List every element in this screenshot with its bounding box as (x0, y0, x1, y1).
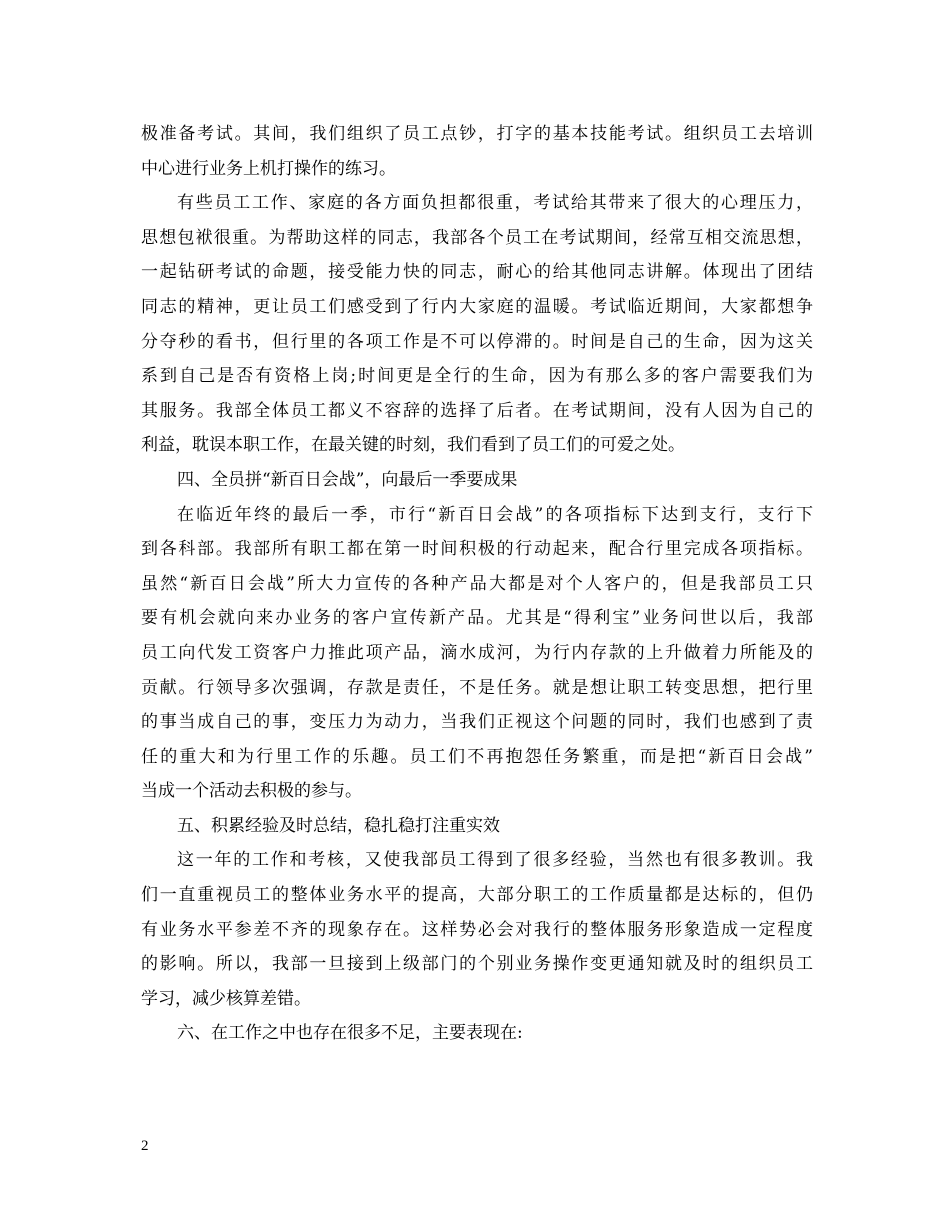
text-line: 的影响。所以，我部一旦接到上级部门的个别业务操作变更通知就及时的组织员工 (141, 954, 813, 975)
text-line: 极准备考试。其间，我们组织了员工点钞，打字的基本技能考试。组织员工去培训 (141, 124, 813, 144)
text-line: 中心进行业务上机打操作的练习。 (141, 158, 396, 179)
text-line: 贡献。行领导多次强调，存款是责任，不是任务。就是想让职工转变思想，把行里 (141, 677, 813, 698)
text-line: 六、在工作之中也存在很多不足，主要表现在: (177, 1023, 523, 1044)
text-line: 思想包袱很重。为帮助这样的同志，我部各个员工在考试期间，经常互相交流思想， (141, 227, 813, 248)
text-line: 在临近年终的最后一季，市行“新百日会战”的各项指标下达到支行，支行下 (177, 504, 813, 525)
text-line: 们一直重视员工的整体业务水平的提高，大部分职工的工作质量都是达标的，但仍 (141, 885, 813, 906)
text-line: 分夺秒的看书，但行里的各项工作是不可以停滞的。时间是自己的生命，因为这关 (141, 331, 813, 352)
document-body (141, 117, 813, 1051)
text-line: 有些员工工作、家庭的各方面负担都很重，考试给其带来了很大的心理压力， (177, 193, 813, 214)
text-line: 四、全员拼“新百日会战”，向最后一季要成果 (177, 469, 518, 490)
text-line: 虽然“新百日会战”所大力宣传的各种产品大都是对个人客户的，但是我部员工只 (141, 573, 813, 594)
text-line: 同志的精神，更让员工们感受到了行内大家庭的温暖。考试临近期间，大家都想争 (141, 296, 813, 317)
text-line: 员工向代发工资客户力推此项产品，滴水成河，为行内存款的上升做着力所能及的 (141, 642, 813, 663)
text-line: 到各科部。我部所有职工都在第一时间积极的行动起来，配合行里完成各项指标。 (141, 539, 813, 560)
text-line: 的事当成自己的事，变压力为动力，当我们正视这个问题的同时，我们也感到了责 (141, 712, 813, 733)
page-number: 2 (141, 1138, 149, 1154)
text-line: 任的重大和为行里工作的乐趣。员工们不再抱怨任务繁重，而是把“新百日会战” (141, 746, 813, 767)
text-line: 当成一个活动去积极的参与。 (141, 781, 362, 802)
text-line: 要有机会就向来办业务的客户宣传新产品。尤其是“得利宝”业务问世以后，我部 (141, 608, 813, 629)
text-line: 一起钻研考试的命题，接受能力快的同志，耐心的给其他同志讲解。体现出了团结 (141, 262, 813, 283)
text-line: 其服务。我部全体员工都义不容辞的选择了后者。在考试期间，没有人因为自己的 (141, 400, 813, 421)
text-line: 系到自己是否有资格上岗;时间更是全行的生命，因为有那么多的客户需要我们为 (141, 366, 813, 387)
text-line: 学习，减少核算差错。 (141, 988, 311, 1009)
text-line: 五、积累经验及时总结，稳扎稳打注重实效 (177, 815, 500, 836)
text-line: 这一年的工作和考核，又使我部员工得到了很多经验，当然也有很多教训。我 (177, 850, 813, 871)
text-line: 有业务水平参差不齐的现象存在。这样势必会对我行的整体服务形象造成一定程度 (141, 919, 813, 940)
text-line: 利益，耽误本职工作，在最关键的时刻，我们看到了员工们的可爱之处。 (141, 435, 685, 456)
